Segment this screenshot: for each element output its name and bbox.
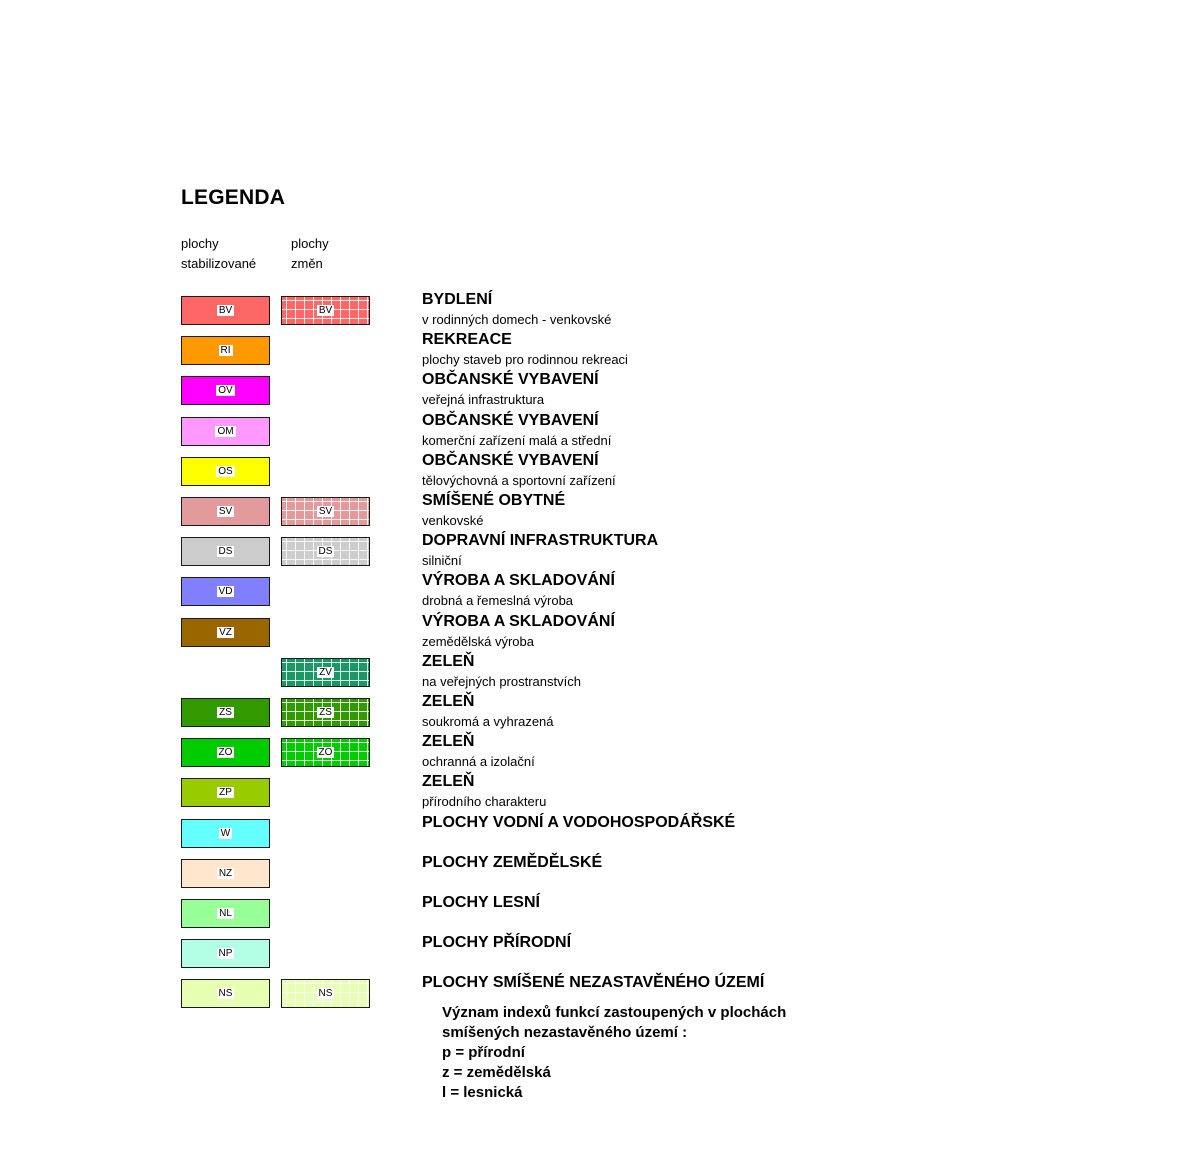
legend-code-label: SV [318,506,333,517]
legend-swatch-change-zs [281,698,370,727]
legend-code-label: OV [218,385,233,396]
legend-swatch-stabilized-w [181,819,270,848]
legend-heading: BYDLENÍ [422,291,493,308]
legend-heading: ZELEŇ [422,653,475,670]
index-note-line: p = přírodní [442,1044,525,1061]
column-header-stabilized-line2: stabilizované [181,256,257,271]
legend-description: soukromá a vyhrazená [422,714,554,729]
legend-swatch-stabilized-zs [181,698,270,727]
legend-description: plochy staveb pro rodinnou rekreaci [422,352,628,367]
legend-code-label: ZV [319,667,332,678]
legend-description: drobná a řemeslná výroba [422,593,574,608]
legend-heading: OBČANSKÉ VYBAVENÍ [422,412,599,429]
legend-swatch-stabilized-vz [181,618,270,647]
legend-swatch-stabilized-os [181,457,270,486]
index-note-line: smíšených nezastavěného území : [442,1024,688,1041]
legend-description: ochranná a izolační [422,754,535,769]
index-note [442,1003,786,1103]
legend-description: silniční [422,553,462,568]
index-note-line: z = zemědělská [442,1064,551,1081]
legend-swatch-stabilized-nz [181,859,270,888]
legend-swatch-stabilized-zo [181,738,270,767]
legend-swatch-stabilized-np [181,939,270,968]
legend-heading: ZELEŇ [422,773,475,790]
legend-description: tělovýchovná a sportovní zařízení [422,473,616,488]
legend-swatch-stabilized-sv [181,497,270,526]
legend-code-label: BV [318,305,333,316]
legend-code-label: OS [218,466,233,477]
legend-heading: VÝROBA A SKLADOVÁNÍ [422,572,615,589]
legend-swatch-stabilized-om [181,417,270,446]
legend-description: komerční zařízení malá a střední [422,433,612,448]
legend-heading: PLOCHY PŘÍRODNÍ [422,934,572,951]
legend-swatch-change-zv [281,658,370,687]
legend-heading: OBČANSKÉ VYBAVENÍ [422,371,599,388]
legend-heading: ZELEŇ [422,693,475,710]
legend-swatch-stabilized-ns [181,979,270,1008]
column-header-stabilized [181,234,256,274]
legend-code-label: BV [218,305,233,316]
legend-heading: PLOCHY VODNÍ A VODOHOSPODÁŘSKÉ [422,814,736,831]
index-note-line: Význam indexů funkcí zastoupených v plochách [442,1004,787,1021]
legend-code-label: NS [318,988,333,999]
legend-code-label: ZS [319,707,332,718]
column-header-changes-line1: plochy [291,236,329,251]
legend-swatch-stabilized-ds [181,537,270,566]
legend-description: venkovské [422,513,484,528]
legend-code-label: ZS [219,707,232,718]
legend-heading: PLOCHY SMÍŠENÉ NEZASTAVĚNÉHO ÚZEMÍ [422,974,765,991]
legend-title: LEGENDA [181,186,286,209]
legend-heading: VÝROBA A SKLADOVÁNÍ [422,613,615,630]
legend-heading: PLOCHY ZEMĚDĚLSKÉ [422,854,603,871]
legend-swatch-change-zo [281,738,370,767]
legend-code-label: ZO [218,747,233,758]
legend-description: zemědělská výroba [422,634,534,649]
legend-swatch-stabilized-vd [181,577,270,606]
legend-swatch-stabilized-ov [181,376,270,405]
legend-code-label: NZ [218,868,233,879]
legend-description: veřejná infrastruktura [422,392,545,407]
legend-heading: DOPRAVNÍ INFRASTRUKTURA [422,532,659,549]
legend-heading: SMÍŠENÉ OBYTNÉ [422,492,566,509]
legend-swatch-stabilized-nl [181,899,270,928]
legend-code-label: ZO [318,747,333,758]
legend-code-label: DS [218,546,233,557]
legend-code-label: SV [218,506,233,517]
index-note-line: l = lesnická [442,1084,523,1101]
legend-heading: PLOCHY LESNÍ [422,894,540,911]
legend-swatch-change-sv [281,497,370,526]
legend-code-label: NP [218,948,233,959]
column-header-changes [291,234,329,274]
legend-heading: ZELEŇ [422,733,475,750]
legend-code-label: NS [218,988,233,999]
column-header-stabilized-line1: plochy [181,236,219,251]
legend-code-label: OM [217,426,234,437]
legend-swatch-change-ds [281,537,370,566]
column-header-changes-line2: změn [291,256,323,271]
legend-code-label: VZ [219,627,232,638]
legend-code-label: W [220,828,231,839]
legend-code-label: ZP [219,787,232,798]
legend-heading: REKREACE [422,331,512,348]
legend-description: na veřejných prostranstvích [422,674,581,689]
legend-description: přírodního charakteru [422,794,547,809]
legend-swatch-change-bv [281,296,370,325]
legend-code-label: RI [220,345,231,356]
legend-swatch-stabilized-zp [181,778,270,807]
legend-swatch-stabilized-ri [181,336,270,365]
legend-description: v rodinných domech - venkovské [422,312,612,327]
legend-swatch-stabilized-bv [181,296,270,325]
legend-code-label: VD [218,586,233,597]
legend-heading: OBČANSKÉ VYBAVENÍ [422,452,599,469]
legend-swatch-change-ns [281,979,370,1008]
legend-code-label: NL [219,908,232,919]
legend-code-label: DS [318,546,333,557]
